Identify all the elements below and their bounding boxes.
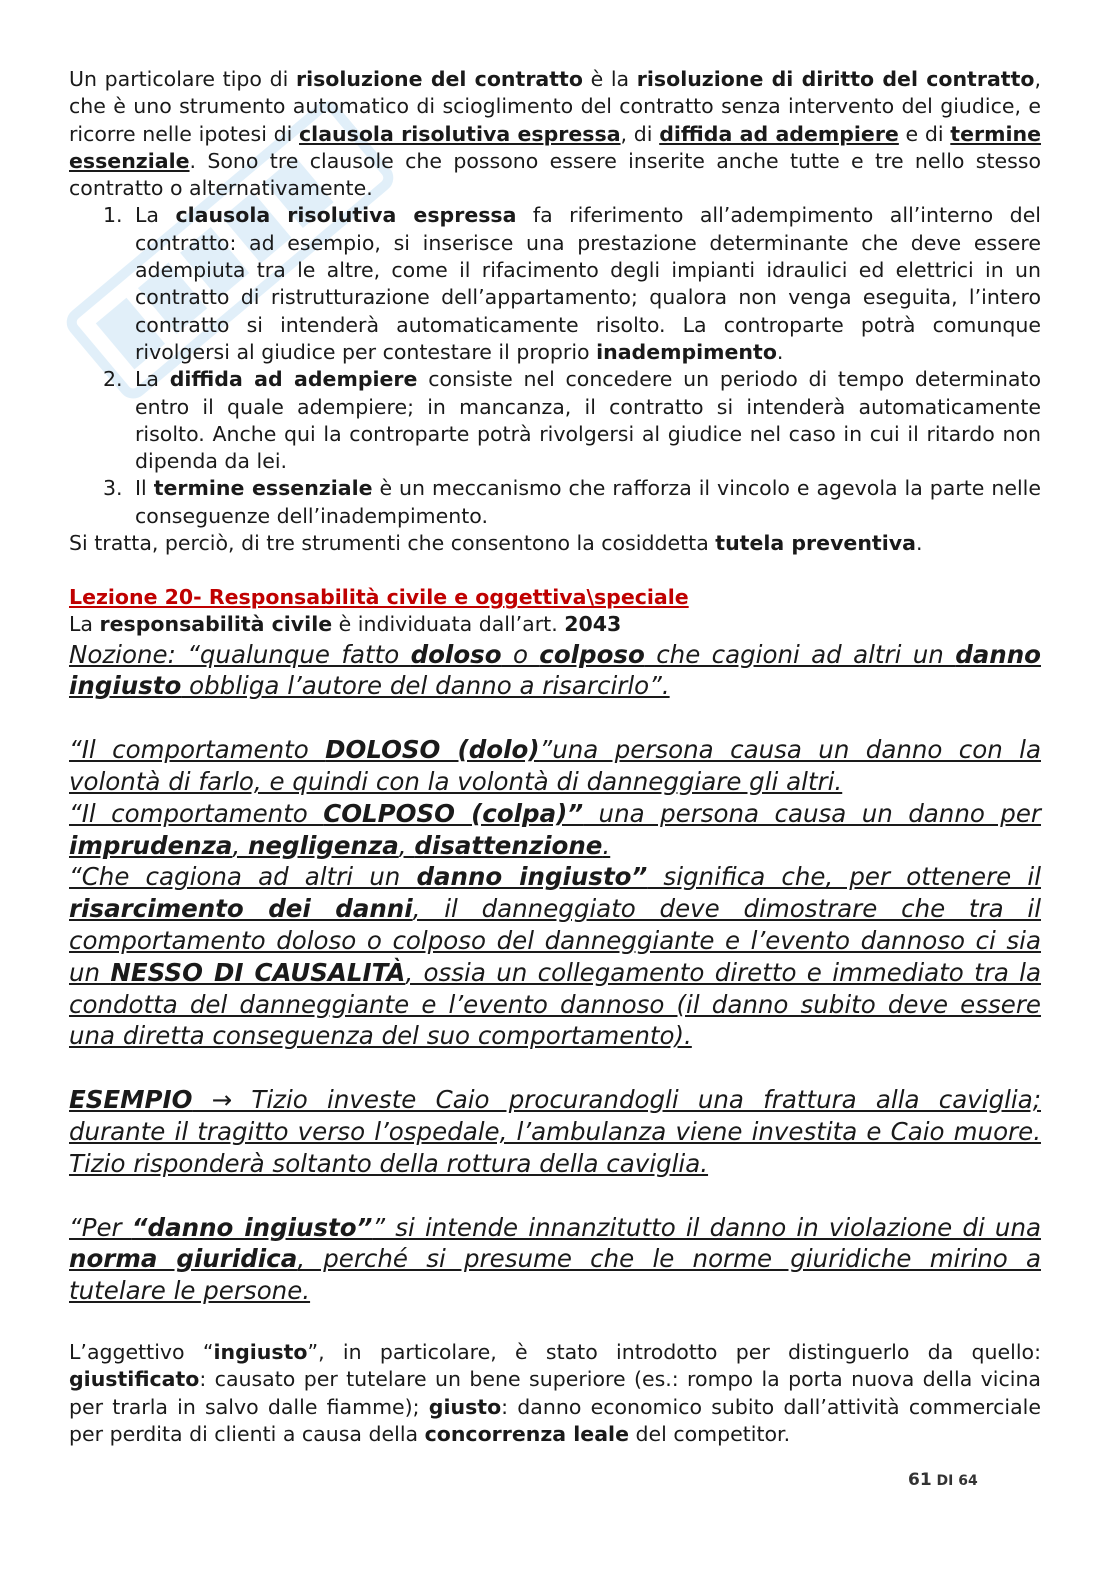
list-item: 3. Il termine essenziale è un meccanismo che rafforza il vincolo e agevola la parte nelle conseguenze dell’inadempimento. <box>103 476 1041 528</box>
lesson-heading: Lezione 20- Responsabilità civile e oggettiva\speciale <box>69 585 689 610</box>
doloso-paragraph: “Il comportamento DOLOSO (dolo)”una persona causa un danno con la volontà di farlo, e quindi con la volontà di danneggiare gli altri. <box>69 735 1041 797</box>
colposo-paragraph: “Il comportamento COLPOSO (colpa)” una persona causa un danno per imprudenza, negligenza, disattenzione. <box>69 798 1041 860</box>
list-item: 1. La clausola risolutiva espressa fa riferimento all’adempimento all’interno del contratto: ad esempio, si inserisce una prestazione determinante che deve essere adempiuta tra le altre, come il rifacimento degli impianti idraulici ed elettrici in un contratto di ristrutturazione dell’appartamento; qualora non venga eseguita, l’intero contratto si intenderà automaticamente risolto. La controparte potrà comunque rivolgersi al giudice per contestare il proprio inadempimento. <box>103 203 1041 364</box>
page-number: 61 DI 64 <box>908 1470 978 1490</box>
nozione-paragraph: Nozione: “qualunque fatto doloso o colposo che cagioni ad altri un danno ingiusto obbliga l’autore del danno a risarcirlo”. <box>69 639 1041 701</box>
art-paragraph: La responsabilità civile è individuata dall’art. 2043 <box>69 612 622 637</box>
intro-paragraph: Un particolare tipo di risoluzione del contratto è la risoluzione di diritto del contratto, che è uno strumento automatico di scioglimento del contratto senza intervento del giudice, e ricorre nelle ipotesi di clausola risolutiva espressa, di diffida ad adempiere e di termine essenziale. Sono tre clausole che possono essere inserite anche tutte e tre nello stesso contratto o alternativamente. <box>69 67 1042 201</box>
esempio-paragraph: ESEMPIO → Tizio investe Caio procurandogli una frattura alla caviglia; durante il tragitto verso l’ospedale, l’ambulanza viene investita e Caio muore. Tizio risponderà soltanto della rottura della caviglia. <box>69 1085 1041 1178</box>
clauses-list <box>69 202 1041 530</box>
list-item: 2. La diffida ad adempiere consiste nel concedere un periodo di tempo determinato entro il quale adempiere; in mancanza, il contratto si intenderà automaticamente risolto. Anche qui la controparte potrà rivolgersi al giudice nel caso in cui il ritardo non dipenda da lei. <box>103 367 1041 474</box>
ingiusto-paragraph: “Che cagiona ad altri un danno ingiusto” significa che, per ottenere il risarcimento dei danni, il danneggiato deve dimostrare che tra il comportamento doloso o colposo del danneggiante e l’evento dannoso ci sia un NESSO DI CAUSALITÀ, ossia un collegamento diretto e immediato tra la condotta del danneggiante e l’evento dannoso (il danno subito deve essere una diretta conseguenza del suo comportamento). <box>69 862 1041 1051</box>
aggettivo-paragraph: L’aggettivo “ingiusto”, in particolare, è stato introdotto per distinguerlo da quello: giustificato: causato per tutelare un bene superiore (es.: rompo la porta nuova della vicina per trarla in salvo dalle fiamme); giusto: danno economico subito dall’attività commerciale per perdita di clienti a causa della concorrenza leale del competitor. <box>69 1339 1041 1446</box>
danno-ingiusto-paragraph: “Per “danno ingiusto”” si intende innanzitutto il danno in violazione di una norma giuridica, perché si presume che le norme giuridiche mirino a tutelare le persone. <box>69 1212 1041 1306</box>
document-page <box>69 66 1041 1448</box>
summary-paragraph: Si tratta, perciò, di tre strumenti che consentono la cosiddetta tutela preventiva. <box>69 531 923 556</box>
